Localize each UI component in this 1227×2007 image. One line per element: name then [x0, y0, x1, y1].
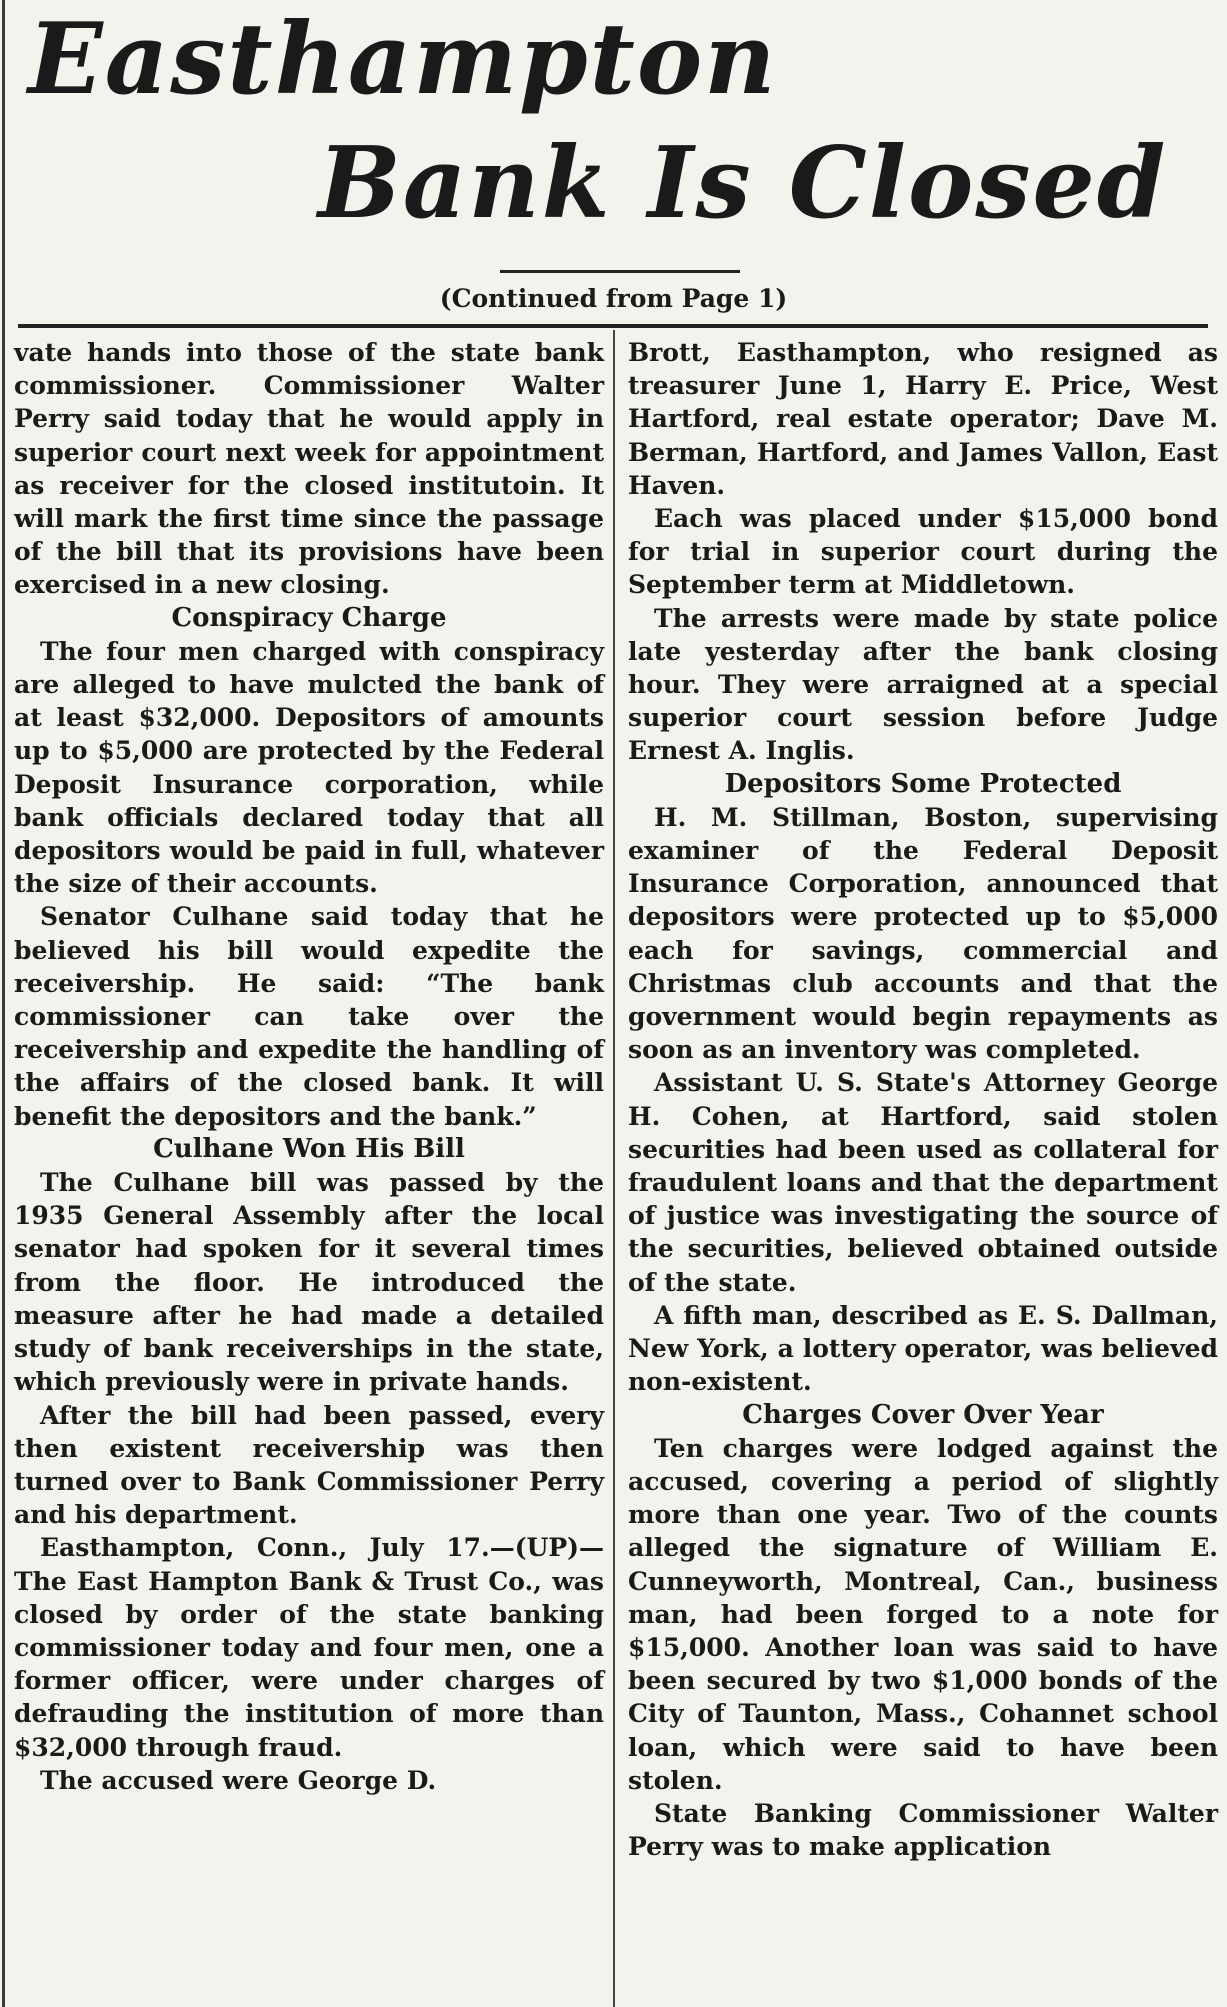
paragraph: The Culhane bill was passed by the 1935 General Assembly after the local senator had spoken for it several times from the floor. He introduced the measure after he had made a detailed study of bank receiverships in the state, which previously were in private hands.: [14, 1168, 604, 1397]
paragraph: Easthampton, Conn., July 17.—(UP)—The East Hampton Bank & Trust Co., was closed by order of the state banking commissioner today and four men, one a former officer, were under charges of defrauding the institution of more than $32,000 through fraud.: [14, 1533, 604, 1762]
headline: [22, 0, 1212, 270]
paragraph: A fifth man, described as E. S. Dallman, New York, a lottery operator, was believed non-existent.: [628, 1300, 1218, 1397]
paragraph: State Banking Commissioner Walter Perry was to make application: [628, 1798, 1218, 1862]
continued-note: (Continued from Page 1): [439, 284, 788, 313]
headline-rule: [500, 270, 740, 273]
paragraph: vate hands into those of the state bank commissioner. Commissioner Walter Perry said today that he would apply in superior court next week for appointment as receiver for the closed institutoin. It will mark the first time since the passage of the bill that its provisions have been exercised in a new closing.: [14, 338, 604, 600]
subheading-depositors-protected: Depositors Some Protected: [724, 768, 1122, 799]
subheading-charges-cover: Charges Cover Over Year: [742, 1399, 1104, 1430]
paragraph: Senator Culhane said today that he believed his bill would expedite the receivership. He said: “The bank commissioner can take over the receivership and expedite the handling of the affairs of the closed bank. It will benefit the depositors and the bank.”: [14, 902, 604, 1131]
right-column: [628, 336, 1218, 1863]
paragraph: Assistant U. S. State's Attorney George H. Cohen, at Hartford, said stolen securities had been used as collateral for fraudulent loans and that the department of justice was investigating the source of the securities, believed obtained outside of the state.: [628, 1068, 1218, 1297]
subheading-culhane-won: Culhane Won His Bill: [153, 1133, 465, 1164]
paragraph: Ten charges were lodged against the accused, covering a period of slightly more than one year. Two of the counts alleged the signature of William E. Cunneyworth, Montreal, Can., business man, had been forged to a note for $15,000. Another loan was said to have been secured by two $1,000 bonds of the City of Taunton, Mass., Cohannet school loan, which were said to have been stolen.: [628, 1433, 1218, 1795]
paragraph: Brott, Easthampton, who resigned as treasurer June 1, Harry E. Price, West Hartford, real estate operator; Dave M. Berman, Hartford, and James Vallon, East Haven.: [628, 338, 1218, 500]
section-rule: [18, 324, 1208, 328]
column-divider: [613, 330, 615, 2007]
left-column: [14, 336, 604, 1797]
paragraph: The arrests were made by state police late yesterday after the bank closing hour. They were arraigned at a special superior court session before Judge Ernest A. Inglis.: [628, 603, 1218, 766]
headline-line-1: Easthampton: [28, 2, 778, 117]
paragraph: The accused were George D.: [40, 1765, 437, 1795]
paragraph: The four men charged with conspiracy are alleged to have mulcted the bank of at least $32,000. Depositors of amounts up to $5,000 are protected by the Federal Deposit Insurance corporation, while bank officials declared today that all depositors would be paid in full, whatever the size of their accounts.: [14, 636, 604, 899]
paragraph: H. M. Stillman, Boston, supervising examiner of the Federal Deposit Insurance Corporation, announced that depositors were protected up to $5,000 each for savings, commercial and Christmas club accounts and that the government would begin repayments as soon as an inventory was completed.: [628, 802, 1218, 1065]
paragraph: After the bill had been passed, every then existent receivership was then turned over to Bank Commissioner Perry and his department.: [14, 1400, 604, 1530]
subheading-conspiracy-charge: Conspiracy Charge: [171, 602, 447, 633]
paragraph: Each was placed under $15,000 bond for trial in superior court during the September term at Middletown.: [628, 504, 1218, 600]
headline-line-2: Bank Is Closed: [318, 126, 1168, 241]
